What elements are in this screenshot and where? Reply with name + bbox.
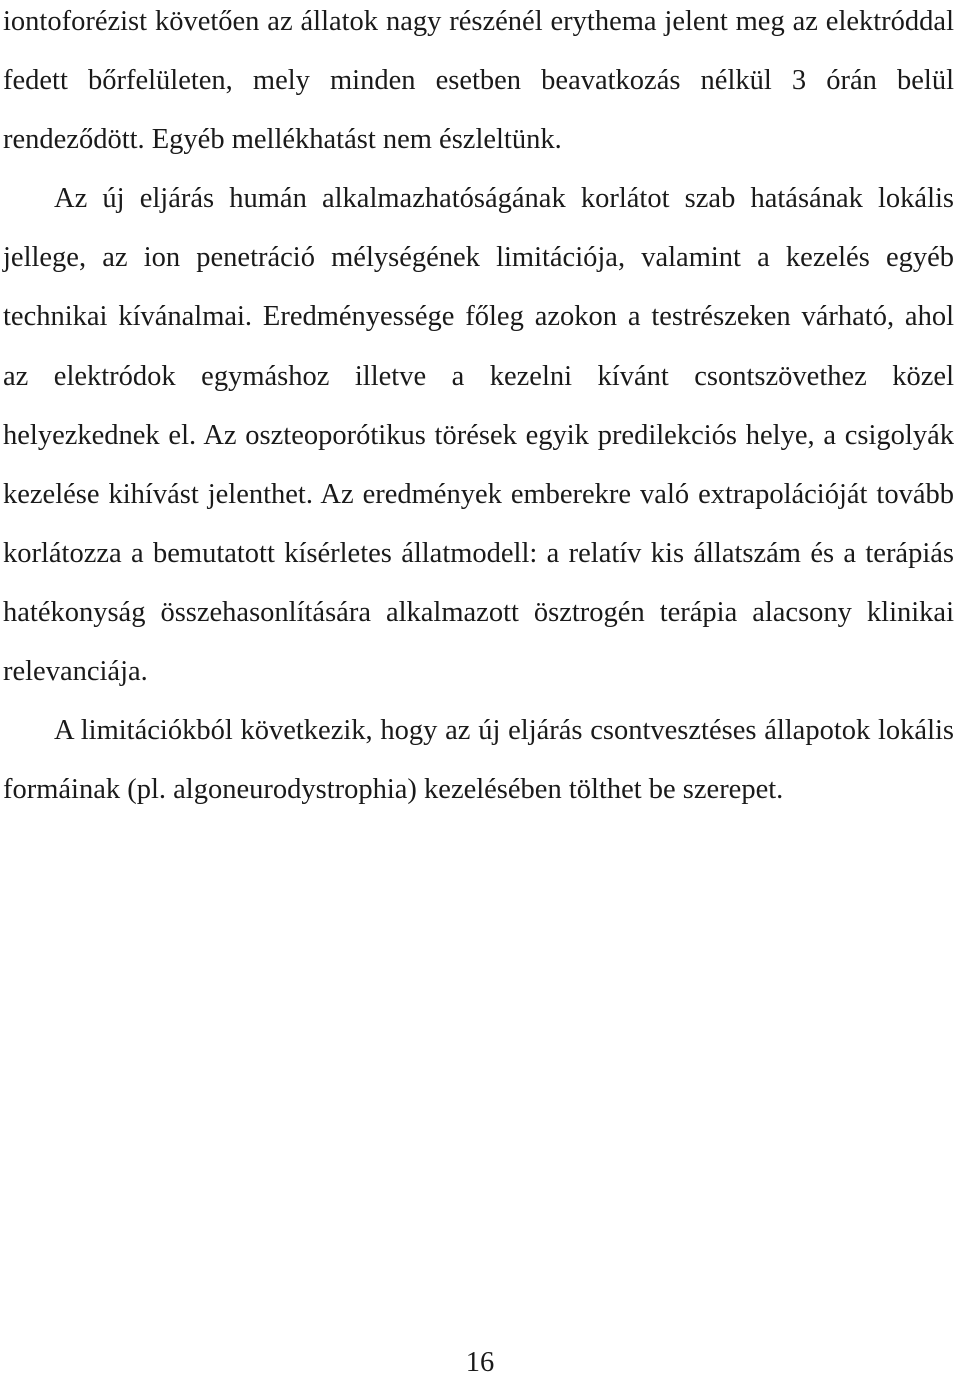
paragraph-side-effects: iontoforézist követően az állatok nagy részénél erythema jelent meg az elektróddal fedett bőrfelületen, mely minden esetben beavatkozás nélkül 3 órán belül rendeződött. Egyéb mellékhatást nem észleltünk. (3, 6, 954, 156)
body-text (3, 0, 954, 819)
paragraph-conclusion: A limitációkból következik, hogy az új eljárás csontvesztéses állapotok lokális formáinak (pl. algoneurodystrophia) kezelésében tölthet be szerepet. (3, 715, 954, 806)
page-number: 16 (465, 1347, 495, 1378)
paragraph-limitations: Az új eljárás humán alkalmazhatóságának korlátot szab hatásának lokális jellege, az ion penetráció mélységének limitációja, valamint a kezelés egyéb technikai kívánalmai. Eredményessége főleg azokon a testrészeken várható, ahol az elektródok egymáshoz illetve a kezelni kívánt csontszövethez közel helyezkednek el. Az oszteoporótikus törések egyik predilekciós helye, a csigolyák kezelése kihívást jelenthet. Az eredmények emberekre való extrapolációját tovább korlátozza a bemutatott kísérletes állatmodell: a relatív kis állatszám és a terápiás hatékonyság összehasonlítására alkalmazott ösztrogén terápia alacsony klinikai relevanciája. (3, 183, 954, 688)
